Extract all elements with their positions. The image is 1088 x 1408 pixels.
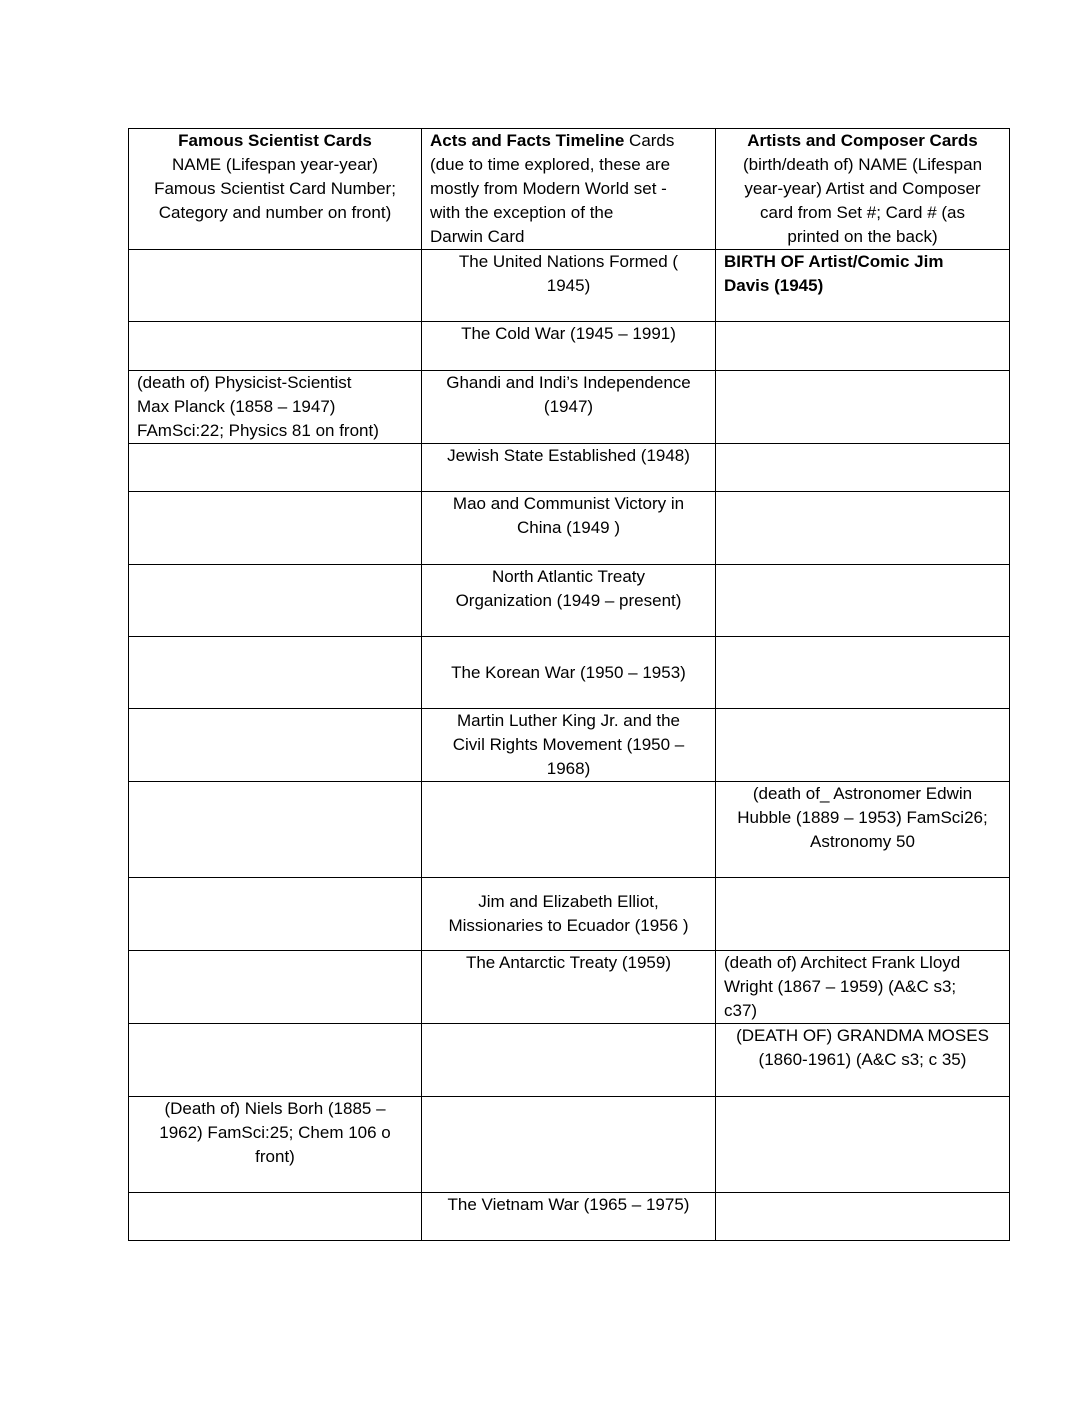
- header-col3-desc: (birth/death of) NAME (Lifespan year-year) Artist and Composer card from Set #; Card # (as printed on the back): [742, 155, 983, 246]
- table-row: [129, 492, 1010, 565]
- acts-text: Jewish State Established (1948): [447, 446, 690, 465]
- scientist-cell: [129, 492, 422, 565]
- artist-cell: [716, 637, 1010, 709]
- artist-cell: [716, 878, 1010, 951]
- acts-cell: [422, 1097, 716, 1193]
- acts-text: The Antarctic Treaty (1959): [465, 953, 672, 972]
- header-col2-inline: Cards: [624, 131, 675, 150]
- table-row: [129, 1097, 1010, 1193]
- header-row: [129, 129, 1010, 250]
- scientist-cell: [129, 371, 422, 444]
- acts-text: Jim and Elizabeth Elliot, Missionaries to Ecuador (1956 ): [448, 892, 689, 935]
- scientist-cell: [129, 250, 422, 322]
- table-row: [129, 709, 1010, 782]
- scientist-text: (Death of) Niels Borh (1885 – 1962) FamSci:25; Chem 106 o front): [159, 1099, 391, 1166]
- scientist-cell: [129, 1024, 422, 1097]
- artist-text: (death of) Architect Frank Lloyd Wright (1867 – 1959) (A&C s3; c37): [724, 953, 961, 1020]
- table-row: [129, 444, 1010, 492]
- acts-cell: [422, 444, 716, 492]
- scientist-cell: [129, 322, 422, 371]
- header-col1-title: Famous Scientist Cards: [178, 131, 372, 150]
- table-row: [129, 951, 1010, 1024]
- acts-text: North Atlantic Treaty Organization (1949 – present): [455, 567, 682, 610]
- scientist-cell: [129, 637, 422, 709]
- acts-cell: [422, 250, 716, 322]
- artist-cell: [716, 444, 1010, 492]
- artist-cell: [716, 322, 1010, 371]
- scientist-text: (death of) Physicist-Scientist Max Planck (1858 – 1947) FAmSci:22; Physics 81 on front): [137, 373, 379, 440]
- acts-text: The Korean War (1950 – 1953): [451, 662, 686, 682]
- acts-text: Martin Luther King Jr. and the Civil Rights Movement (1950 – 1968): [452, 711, 685, 778]
- artist-cell: [716, 371, 1010, 444]
- table-row: [129, 250, 1010, 322]
- acts-cell: [422, 782, 716, 878]
- table-row: [129, 1193, 1010, 1241]
- scientist-cell: [129, 951, 422, 1024]
- acts-cell: [422, 492, 716, 565]
- artist-text: BIRTH OF Artist/Comic Jim Davis (1945): [724, 252, 944, 295]
- scientist-cell: [129, 709, 422, 782]
- acts-cell: [422, 1193, 716, 1241]
- artist-cell: [716, 782, 1010, 878]
- header-famous-scientist: [129, 129, 422, 250]
- acts-cell: [422, 371, 716, 444]
- artist-cell: [716, 565, 1010, 637]
- scientist-cell: [129, 1097, 422, 1193]
- scientist-cell: [129, 565, 422, 637]
- acts-cell: [422, 709, 716, 782]
- acts-cell: [422, 1024, 716, 1097]
- table-row: [129, 637, 1010, 709]
- acts-text: Mao and Communist Victory in China (1949 ): [452, 494, 685, 537]
- artist-cell: [716, 492, 1010, 565]
- acts-cell: [422, 951, 716, 1024]
- scientist-cell: [129, 1193, 422, 1241]
- scientist-cell: [129, 444, 422, 492]
- artist-cell: [716, 250, 1010, 322]
- header-acts-facts: [422, 129, 716, 250]
- header-col2-title: Acts and Facts Timeline: [430, 131, 625, 150]
- header-col3-title: Artists and Composer Cards: [747, 131, 978, 150]
- table-row: [129, 565, 1010, 637]
- scientist-cell: [129, 782, 422, 878]
- artist-cell: [716, 1097, 1010, 1193]
- acts-text: The United Nations Formed ( 1945): [458, 252, 679, 295]
- acts-text: The Vietnam War (1965 – 1975): [447, 1195, 690, 1214]
- acts-text: Ghandi and Indi’s Independence (1947): [446, 373, 691, 416]
- header-col1-desc: NAME (Lifespan year-year) Famous Scientist Card Number; Category and number on front): [154, 155, 396, 222]
- table-row: [129, 371, 1010, 444]
- scientist-cell: [129, 878, 422, 951]
- table-row: [129, 782, 1010, 878]
- artist-text: (DEATH OF) GRANDMA MOSES (1860-1961) (A&C s3; c 35): [736, 1026, 989, 1069]
- table-row: [129, 322, 1010, 371]
- acts-cell: [422, 637, 716, 709]
- acts-cell: [422, 322, 716, 371]
- artist-cell: [716, 1193, 1010, 1241]
- header-col2-desc: (due to time explored, these are mostly from Modern World set - with the exception of the Darwin Card: [430, 155, 671, 246]
- artist-text: (death of_ Astronomer Edwin Hubble (1889 – 1953) FamSci26; Astronomy 50: [737, 784, 988, 851]
- artist-cell: [716, 951, 1010, 1024]
- timeline-table: [128, 128, 1010, 1241]
- table-row: [129, 1024, 1010, 1097]
- artist-cell: [716, 1024, 1010, 1097]
- artist-cell: [716, 709, 1010, 782]
- acts-cell: [422, 878, 716, 951]
- table-row: [129, 878, 1010, 951]
- acts-text: The Cold War (1945 – 1991): [461, 324, 676, 343]
- header-artists-composers: [716, 129, 1010, 250]
- acts-cell: [422, 565, 716, 637]
